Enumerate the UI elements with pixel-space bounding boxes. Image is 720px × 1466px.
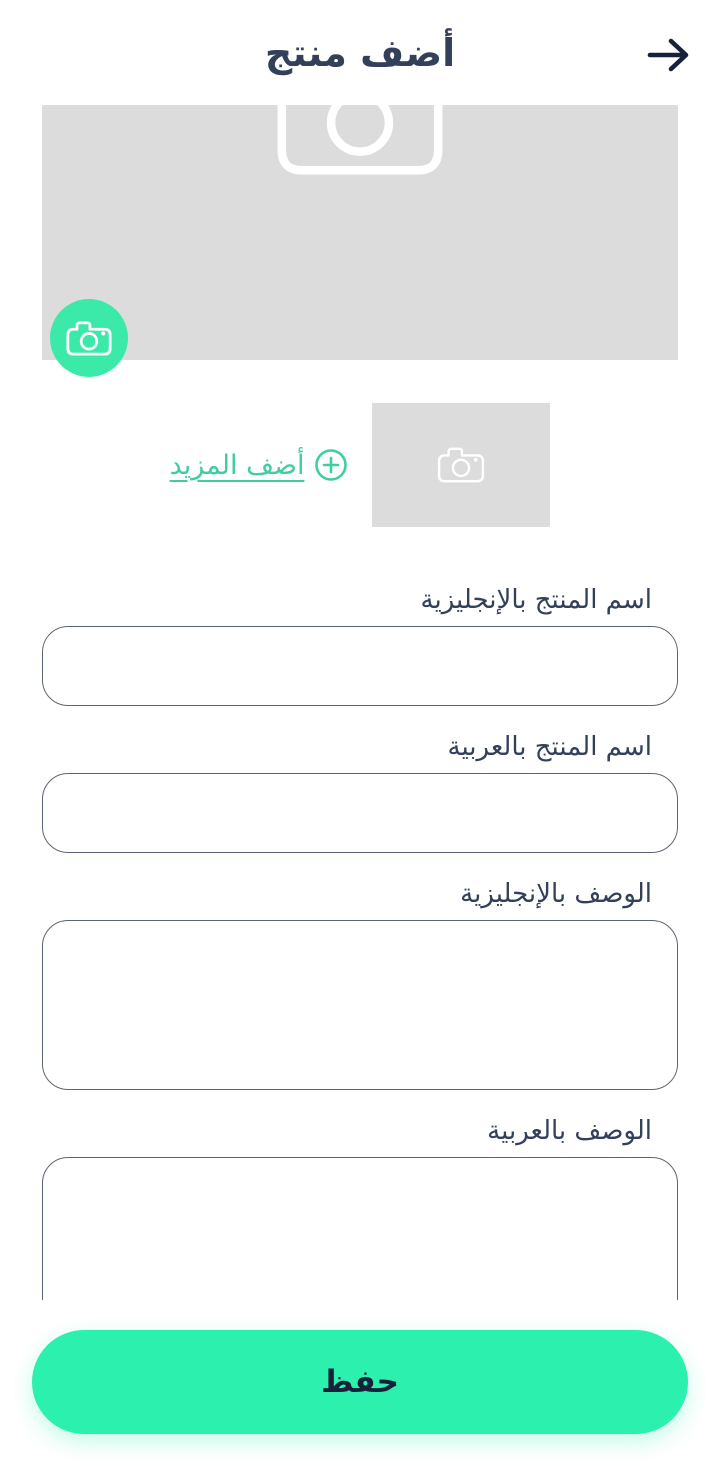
arrow-right-icon <box>646 36 692 74</box>
description-en-textarea[interactable] <box>42 920 678 1090</box>
field-product-name-en <box>42 585 678 706</box>
add-more-link[interactable] <box>170 448 349 482</box>
product-form <box>0 585 720 1327</box>
product-name-ar-input[interactable] <box>42 773 678 853</box>
camera-icon <box>275 105 445 184</box>
back-button[interactable] <box>640 30 698 80</box>
product-name-en-input[interactable] <box>42 626 678 706</box>
footer <box>0 1300 720 1466</box>
field-label: اسم المنتج بالعربية <box>447 732 652 762</box>
header <box>0 0 720 91</box>
field-description-ar <box>42 1116 678 1327</box>
save-button[interactable]: حفظ <box>32 1330 688 1434</box>
plus-circle-icon <box>314 448 348 482</box>
thumbnail-image-slot[interactable] <box>372 403 550 527</box>
field-product-name-ar <box>42 732 678 853</box>
add-more-label: أضف المزيد <box>169 449 305 481</box>
camera-icon <box>437 445 485 485</box>
camera-icon <box>66 319 112 358</box>
camera-upload-button[interactable] <box>50 299 128 377</box>
main-image-placeholder[interactable] <box>42 105 678 360</box>
field-label: اسم المنتج بالإنجليزية <box>420 585 652 615</box>
field-label: الوصف بالإنجليزية <box>460 879 652 909</box>
gallery-row <box>0 403 720 527</box>
field-description-en <box>42 879 678 1090</box>
main-image-area <box>42 105 678 360</box>
page-title: أضف منتج <box>264 30 456 75</box>
field-label: الوصف بالعربية <box>487 1116 652 1146</box>
